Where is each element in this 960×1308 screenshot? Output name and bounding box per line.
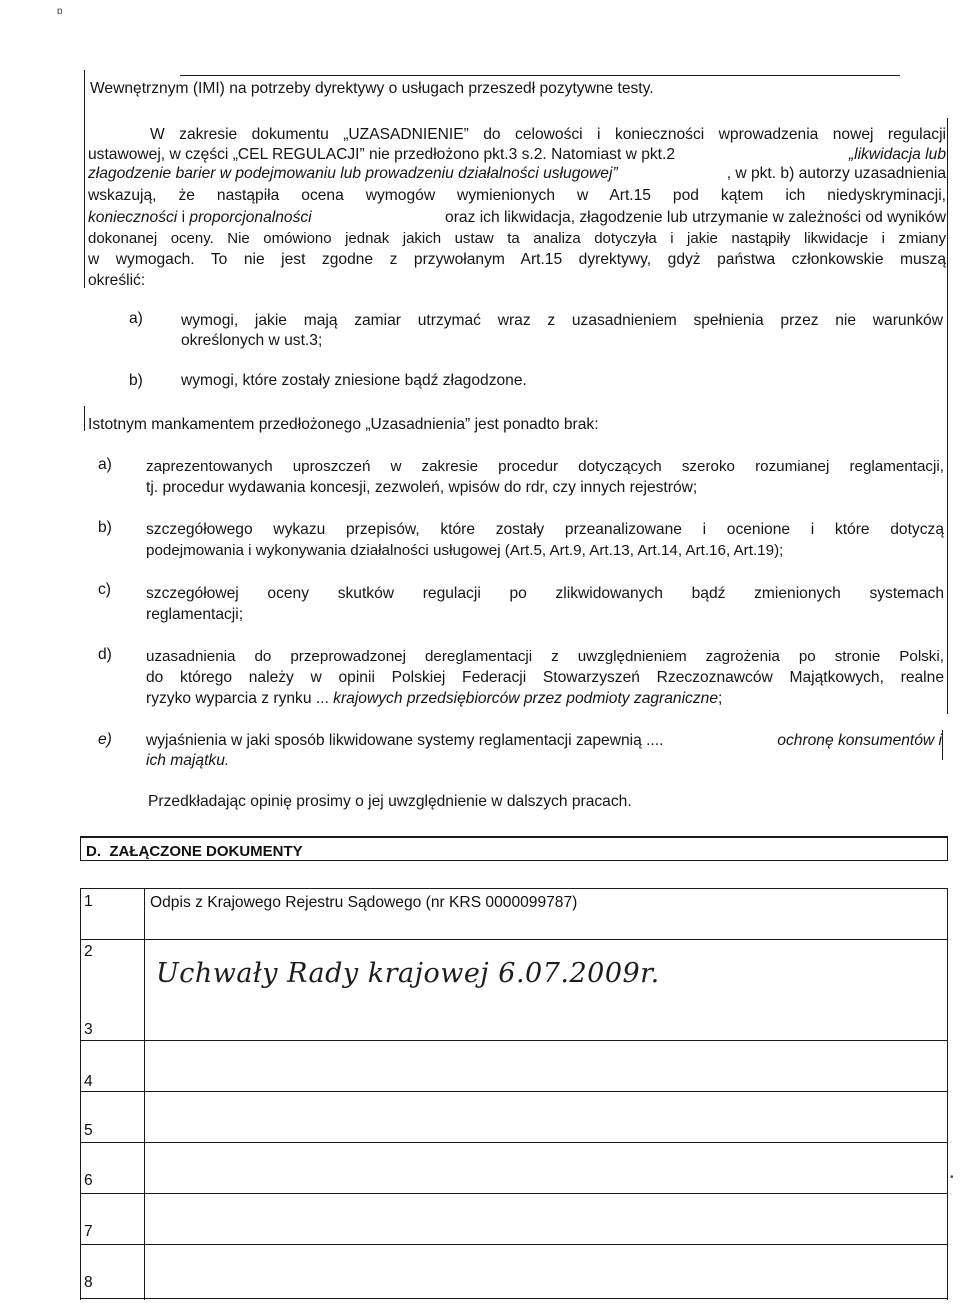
- row-number: 1: [84, 893, 93, 910]
- section-left-border-lower: [84, 406, 85, 431]
- section-right-border: [947, 118, 948, 714]
- row-number: 6: [84, 1172, 93, 1189]
- list-item-text-italic: ochronę konsumentów i: [777, 732, 942, 749]
- heading-bottom-border: [80, 860, 948, 861]
- list-item-text: reglamentacji;: [146, 606, 244, 623]
- heading-left-border: [80, 836, 81, 860]
- table-row-border: [80, 939, 948, 940]
- paragraph-line: wskazują, że nastąpiła ocena wymogów wymienionych w Art.15 pod kątem ich niedyskryminacji,: [88, 187, 946, 204]
- table-column-divider: [144, 888, 145, 1300]
- list-item-text: [146, 689, 722, 708]
- table-row-border: [80, 1244, 948, 1245]
- row-number: 8: [84, 1274, 93, 1291]
- paragraph-line: w wymogach. To nie jest zgodne z przywołanym Art.15 dyrektywy, gdyż państwa członkowskie muszą: [88, 251, 946, 268]
- list-marker: e): [98, 731, 112, 748]
- paragraph-text: ustawowej, w części „CEL REGULACJI” nie przedłożono pkt.3 s.2. Natomiast w pkt.2: [88, 146, 676, 163]
- list-item-text: określonych w ust.3;: [181, 332, 323, 349]
- list-marker: a): [98, 456, 112, 473]
- list-item-text: [146, 731, 942, 750]
- list-item-text-plain: ryzyko wyparcia z rynku ...: [146, 690, 334, 707]
- list-marker: b): [98, 519, 112, 536]
- paragraph-text-italic: konieczności: [88, 209, 178, 226]
- list-item-text: tj. procedur wydawania koncesji, zezwoleń, wpisów do rdr, czy innych rejestrów;: [146, 479, 698, 496]
- paragraph-line: [88, 164, 946, 183]
- list-marker: c): [98, 581, 111, 598]
- row-number: 3: [84, 1021, 93, 1038]
- table-left-border: [80, 888, 81, 1300]
- list-item-text: do którego należy w opinii Polskiej Federacji Stowarzyszeń Rzeczoznawców Majątkowych, realne: [146, 669, 944, 686]
- list-item-text: uzasadnienia do przeprowadzonej dereglamentacji z uwzględnieniem zagrożenia po stronie Polski,: [146, 648, 944, 665]
- paragraph-line: W zakresie dokumentu „UZASADNIENIE” do celowości i konieczności wprowadzenia nowej regulacji: [150, 126, 946, 143]
- row-number: 7: [84, 1223, 93, 1240]
- paragraph-line: [88, 145, 946, 164]
- heading-right-border: [947, 836, 948, 860]
- paragraph-text-italic: „likwidacja lub: [848, 146, 946, 163]
- list-item-text: wymogi, które zostały zniesione bądź złagodzone.: [181, 372, 527, 389]
- list-item-text: zaprezentowanych uproszczeń w zakresie procedur dotyczących szeroko rozumianej reglamentacji,: [146, 458, 944, 475]
- paragraph-text-italic: złagodzenie barier w podejmowaniu lub prowadzeniu działalności usługowej”: [88, 165, 618, 182]
- row-number: 5: [84, 1122, 93, 1139]
- table-row-border: [80, 1193, 948, 1194]
- row-text: Odpis z Krajowego Rejestru Sądowego (nr KRS 0000099787): [150, 894, 578, 911]
- list-item-text-italic: krajowych przedsiębiorców przez podmioty zagraniczne: [333, 690, 718, 707]
- paragraph-line: [88, 208, 946, 227]
- list-marker: d): [98, 646, 112, 663]
- paragraph-text-italic: proporcjonalności: [189, 209, 312, 226]
- table-row-border: [80, 888, 948, 889]
- list-item-text: wymogi, jakie mają zamiar utrzymać wraz z uzasadnieniem spełnienia przez nie warunków: [181, 312, 943, 329]
- paragraph-text: oraz ich likwidacja, złagodzenie lub utrzymanie w zależności od wyników: [445, 209, 946, 226]
- list-item-text: szczegółowego wykazu przepisów, które zostały przeanalizowane i ocenione i które dotyczą: [146, 521, 944, 538]
- handwritten-note: Uchwały Rady krajowej 6.07.2009r.: [156, 958, 660, 989]
- table-row-border: [80, 1298, 948, 1299]
- list-item-text-plain: wyjaśnienia w jaki sposób likwidowane systemy reglamentacji zapewnią ....: [146, 732, 664, 749]
- list-item-text: szczegółowej oceny skutków regulacji po zlikwidowanych bądź zmienionych systemach: [146, 585, 944, 602]
- section-top-border: [180, 75, 900, 76]
- list-item-text: podejmowania i wykonywania działalności usługowej (Art.5, Art.9, Art.13, Art.14, Art.16, Art.19);: [146, 542, 784, 559]
- list-item-text: ich majątku.: [146, 752, 230, 769]
- list-marker: b): [129, 372, 143, 389]
- row-number: 4: [84, 1073, 93, 1090]
- list-marker: a): [129, 310, 143, 327]
- continued-line: Wewnętrznym (IMI) na potrzeby dyrektywy o usługach przeszedł pozytywne testy.: [90, 80, 654, 97]
- heading-top-border: [80, 836, 948, 838]
- section-heading: D. ZAŁĄCZONE DOKUMENTY: [86, 843, 303, 860]
- list-item-text-plain: ;: [718, 690, 723, 707]
- section-right-border-lower: [942, 730, 943, 760]
- paragraph-line: dokonanej oceny. Nie omówiono jednak jakich ustaw ta analiza dotyczyła i jakie nastąpiły likwidacje i zmiany: [88, 230, 946, 247]
- section-left-border: [84, 70, 85, 288]
- paragraph-text: i: [177, 209, 190, 226]
- table-row-border: [80, 1142, 948, 1143]
- paragraph-line: określić:: [88, 272, 146, 289]
- row-number: 2: [84, 943, 93, 960]
- table-row-border: [80, 1091, 948, 1092]
- table-right-border: [947, 888, 948, 1300]
- paragraph-text: , w pkt. b) autorzy uzasadnienia: [726, 165, 946, 182]
- scan-mark: •: [950, 1172, 954, 1183]
- scan-mark: ɒ: [57, 6, 63, 17]
- paragraph-line: Istotnym mankamentem przedłożonego „Uzasadnienia” jest ponadto brak:: [88, 416, 599, 433]
- table-row-border: [80, 1040, 948, 1041]
- closing-sentence: Przedkładając opinię prosimy o jej uwzględnienie w dalszych pracach.: [148, 793, 632, 810]
